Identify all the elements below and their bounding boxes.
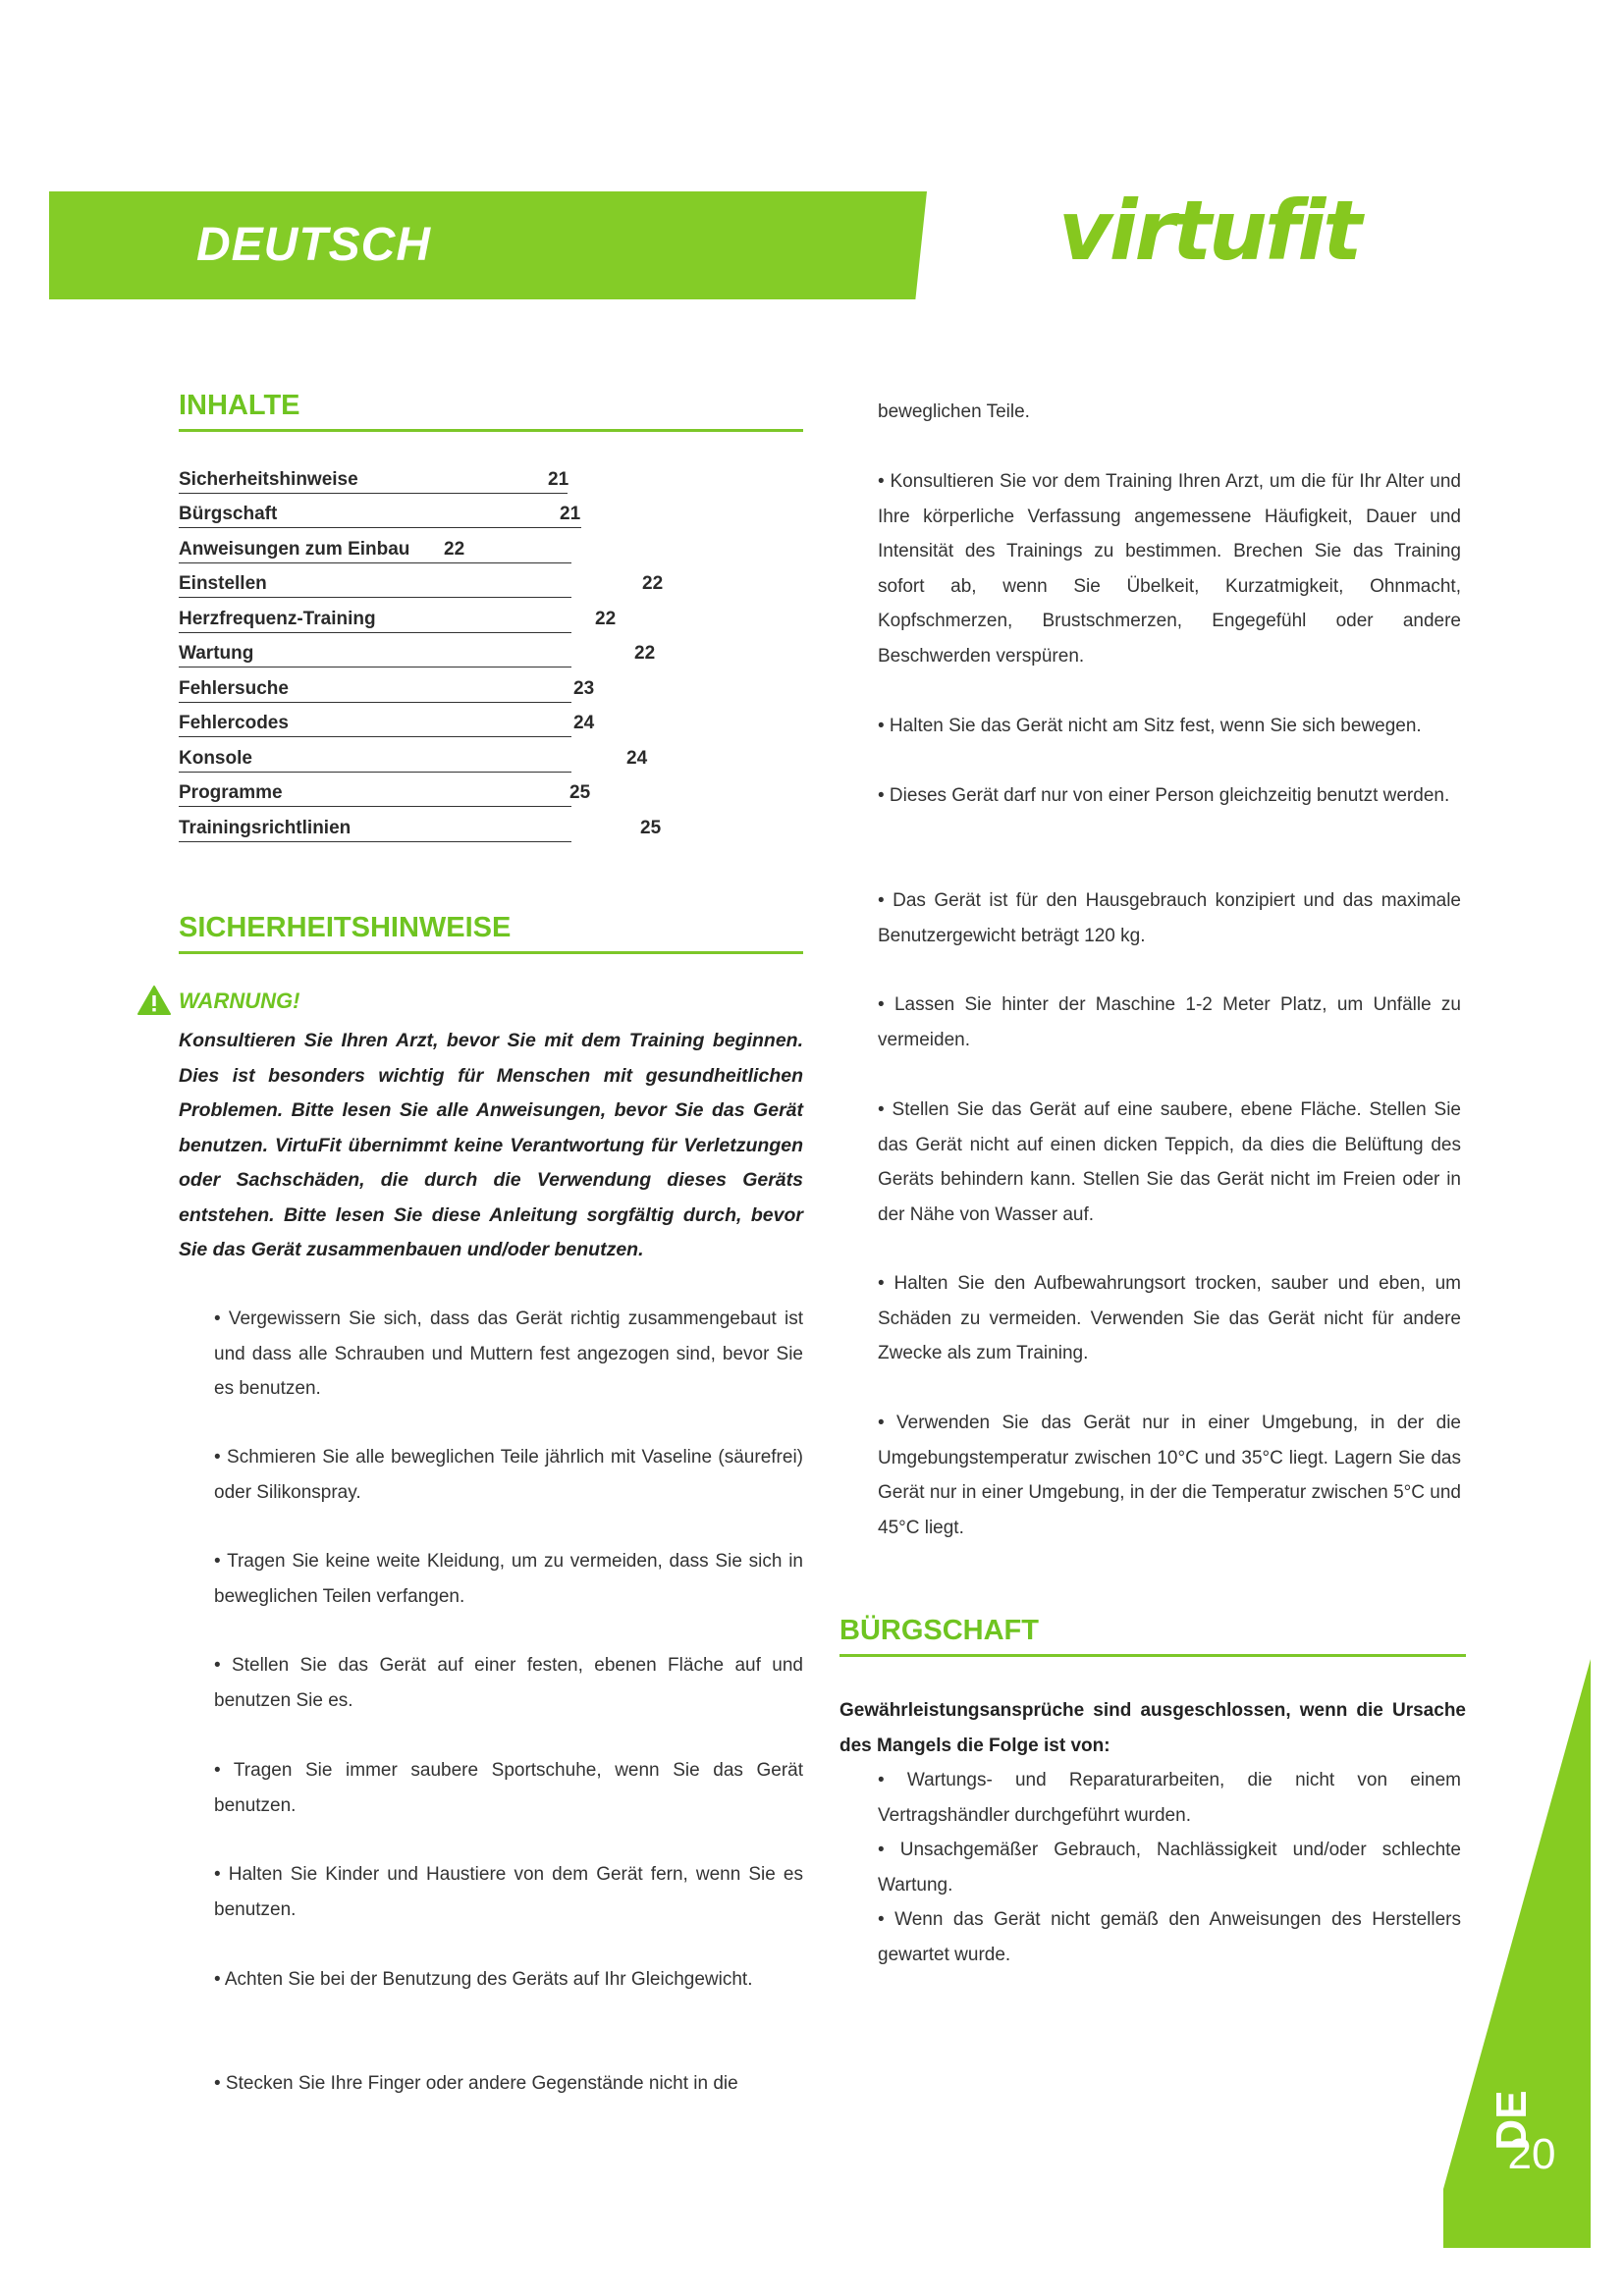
- safety-item: • Halten Sie Kinder und Haustiere von dem Gerät fern, wenn Sie es benutzen.: [214, 1864, 803, 1920]
- safety-item: • Lassen Sie hinter der Maschine 1-2 Meter Platz, um Unfälle zu vermeiden.: [878, 994, 1461, 1050]
- warranty-item: • Wenn das Gerät nicht gemäß den Anweisungen des Herstellers gewartet wurde.: [878, 1909, 1461, 1965]
- toc-item-label: Anweisungen zum Einbau: [179, 539, 410, 560]
- toc-item-label: Bürgschaft: [179, 504, 278, 524]
- warranty-item: • Wartungs- und Reparaturarbeiten, die nicht von einem Vertragshändler durchgeführt wurden.: [878, 1770, 1461, 1826]
- warning-triangle-icon: [137, 985, 171, 1016]
- safety-item: • Tragen Sie immer saubere Sportschuhe, wenn Sie das Gerät benutzen.: [214, 1760, 803, 1816]
- safety-item: • Konsultieren Sie vor dem Training Ihren Arzt, um die für Ihr Alter und Ihre körperliche Verfassung angemessene Häufigkeit, Dauer und Intensität des Trainings zu bestimmen. Brechen Sie das Training sofort ab, wenn Sie Übelkeit, Kurzatmigkeit, Ohnmacht, Kopfschmerzen, Brustschmerzen, Engegefühl oder andere Beschwerden verspüren.: [878, 471, 1461, 667]
- toc-item-label: Fehlersuche: [179, 678, 289, 699]
- toc-item-page: 23: [573, 678, 595, 699]
- toc-underline: [179, 493, 568, 494]
- warning-text: Konsultieren Sie Ihren Arzt, bevor Sie mit dem Training beginnen. Dies ist besonders wichtig für Menschen mit gesundheitlichen Problemen. Bitte lesen Sie alle Anweisungen, bevor Sie das Gerät benutzen. VirtuFit übernimmt keine Verantwortung für Verletzungen oder Sachschäden, die durch die Verwendung dieses Geräts entstehen. Bitte lesen Sie diese Anleitung sorgfältig durch, bevor Sie das Gerät zusammenbauen und/oder benutzen.: [179, 1030, 803, 1260]
- toc-item-label: Programme: [179, 782, 283, 803]
- safety-item: • Schmieren Sie alle beweglichen Teile jährlich mit Vaseline (säurefrei) oder Silikonspray.: [214, 1447, 803, 1503]
- toc-item-page: 24: [626, 748, 648, 769]
- toc-item-page: 25: [569, 782, 591, 803]
- toc-item-page: 25: [640, 818, 662, 838]
- safety-item: • Stellen Sie das Gerät auf eine saubere, ebene Fläche. Stellen Sie das Gerät nicht auf einen dicken Teppich, da dies die Belüftung des Geräts behindern kann. Stellen Sie das Gerät nicht im Freien oder in der Nähe von Wasser auf.: [878, 1099, 1461, 1225]
- toc-item-page: 24: [573, 713, 595, 733]
- toc-item-page: 22: [642, 573, 664, 594]
- safety-heading: SICHERHEITSHINWEISE: [179, 911, 803, 954]
- safety-item-continuation: beweglichen Teile.: [878, 401, 1030, 422]
- toc-underline: [179, 632, 571, 633]
- safety-item: • Vergewissern Sie sich, dass das Gerät richtig zusammengebaut ist und dass alle Schrauben und Muttern fest angezogen sind, bevor Sie es benutzen.: [214, 1308, 803, 1399]
- language-code: DE: [1488, 2090, 1536, 2151]
- toc-item-page: 21: [548, 469, 569, 490]
- page-title: DEUTSCH: [196, 219, 432, 271]
- toc-item-label: Fehlercodes: [179, 713, 289, 733]
- safety-item: • Stellen Sie das Gerät auf einer festen, ebenen Fläche auf und benutzen Sie es.: [214, 1655, 803, 1711]
- safety-item: • Halten Sie das Gerät nicht am Sitz fest, wenn Sie sich bewegen.: [878, 716, 1422, 736]
- safety-item: • Achten Sie bei der Benutzung des Geräts auf Ihr Gleichgewicht.: [214, 1969, 753, 1990]
- warranty-heading: BÜRGSCHAFT: [839, 1614, 1466, 1657]
- safety-item: • Das Gerät ist für den Hausgebrauch konzipiert und das maximale Benutzergewicht beträgt 120 kg.: [878, 890, 1461, 946]
- warranty-intro: Gewährleistungsansprüche sind ausgeschlossen, wenn die Ursache des Mangels die Folge ist von:: [839, 1700, 1466, 1756]
- safety-item: • Dieses Gerät darf nur von einer Person gleichzeitig benutzt werden.: [878, 785, 1450, 806]
- toc-underline: [179, 562, 571, 563]
- toc-item-page: 22: [595, 609, 617, 629]
- toc-underline: [179, 806, 571, 807]
- toc-heading: INHALTE: [179, 389, 803, 432]
- safety-item: • Stecken Sie Ihre Finger oder andere Gegenstände nicht in die: [214, 2073, 738, 2094]
- toc-item-label: Wartung: [179, 643, 254, 664]
- brand-logo: virtufit: [1058, 183, 1360, 279]
- safety-item: • Halten Sie den Aufbewahrungsort trocken, sauber und eben, um Schäden zu vermeiden. Verwenden Sie das Gerät nicht für andere Zwecke als zum Training.: [878, 1273, 1461, 1363]
- warranty-item: • Unsachgemäßer Gebrauch, Nachlässigkeit und/oder schlechte Wartung.: [878, 1840, 1461, 1896]
- toc-item-page: 22: [444, 539, 465, 560]
- toc-underline: [179, 772, 571, 773]
- toc-item-label: Einstellen: [179, 573, 267, 594]
- header-banner: [49, 191, 927, 299]
- toc-item-label: Herzfrequenz-Training: [179, 609, 376, 629]
- toc-underline: [179, 736, 571, 737]
- safety-item: • Tragen Sie keine weite Kleidung, um zu vermeiden, dass Sie sich in beweglichen Teilen verfangen.: [214, 1551, 803, 1607]
- warning-title: WARNUNG!: [179, 988, 300, 1013]
- toc-underline: [179, 702, 571, 703]
- safety-item: • Verwenden Sie das Gerät nur in einer Umgebung, in der die Umgebungstemperatur zwischen 10°C und 35°C liegt. Lagern Sie das Gerät nur in einer Umgebung, in der die Temperatur zwischen 5°C und 45°C liegt.: [878, 1413, 1461, 1538]
- toc-item-label: Trainingsrichtlinien: [179, 818, 352, 838]
- toc-item-label: Sicherheitshinweise: [179, 469, 358, 490]
- toc-underline: [179, 597, 571, 598]
- toc-item-page: 21: [560, 504, 581, 524]
- toc-item-page: 22: [634, 643, 656, 664]
- toc-underline: [179, 841, 571, 842]
- page-number: 20: [1507, 2130, 1556, 2178]
- toc-underline: [179, 527, 581, 528]
- toc-item-label: Konsole: [179, 748, 252, 769]
